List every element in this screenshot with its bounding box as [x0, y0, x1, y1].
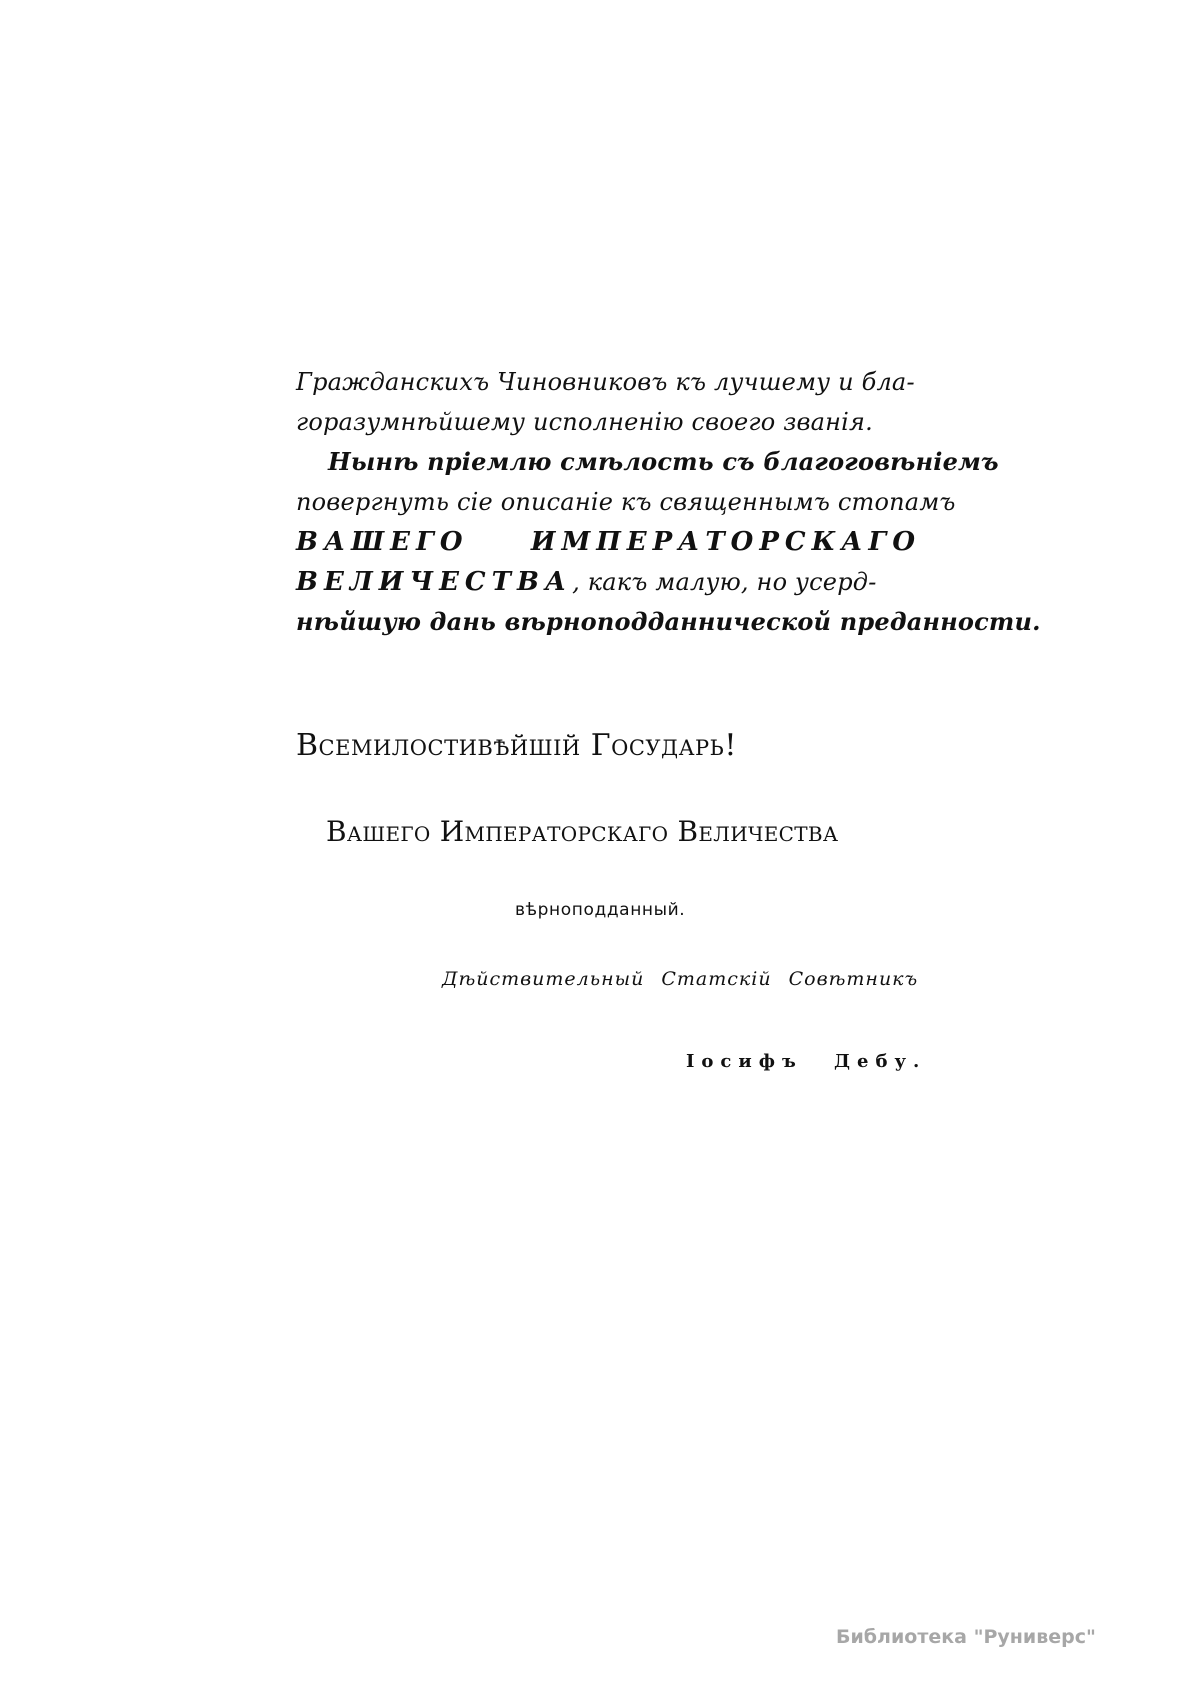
- text-line-2: горазумнѣйшему исполненію своего званія.: [296, 408, 873, 436]
- caps-word-velichestva: ВЕЛИЧЕСТВА: [296, 567, 573, 597]
- text-line-6-rest: , какъ малую, но усерд-: [572, 568, 877, 596]
- caps-word-vashego: ВАШЕГО: [296, 527, 469, 557]
- caps-word-imperatorskago: ИМПЕРАТОРСКАГО: [530, 527, 921, 557]
- salutation: Всемилостивѣйшій Государь!: [296, 728, 737, 763]
- text-line-7: нѣйшую дань вѣрноподданнической преданности.: [296, 607, 1041, 636]
- subject-label: вѣрноподданный.: [515, 900, 686, 920]
- text-line-4: повергнуть сіе описаніе къ священнымъ стопамъ: [296, 488, 956, 516]
- majesty-title: Вашего Императорскаго Величества: [326, 815, 839, 848]
- text-line-6: [296, 562, 921, 602]
- text-line-1: [296, 362, 921, 402]
- dedication-text: [296, 362, 1041, 642]
- text-line-5: [296, 522, 921, 562]
- text-line-3: Нынѣ пріемлю смѣлость съ благоговѣніемъ: [328, 447, 999, 476]
- library-watermark: Библиотека "Руниверс": [836, 1626, 1096, 1648]
- author-signature: Іосифъ Дебу.: [686, 1051, 927, 1072]
- rank-title: Дѣйствительный Статскій Совѣтникъ: [442, 968, 919, 990]
- text-line-1-content: Гражданскихъ Чиновниковъ къ лучшему и бла-: [296, 368, 915, 396]
